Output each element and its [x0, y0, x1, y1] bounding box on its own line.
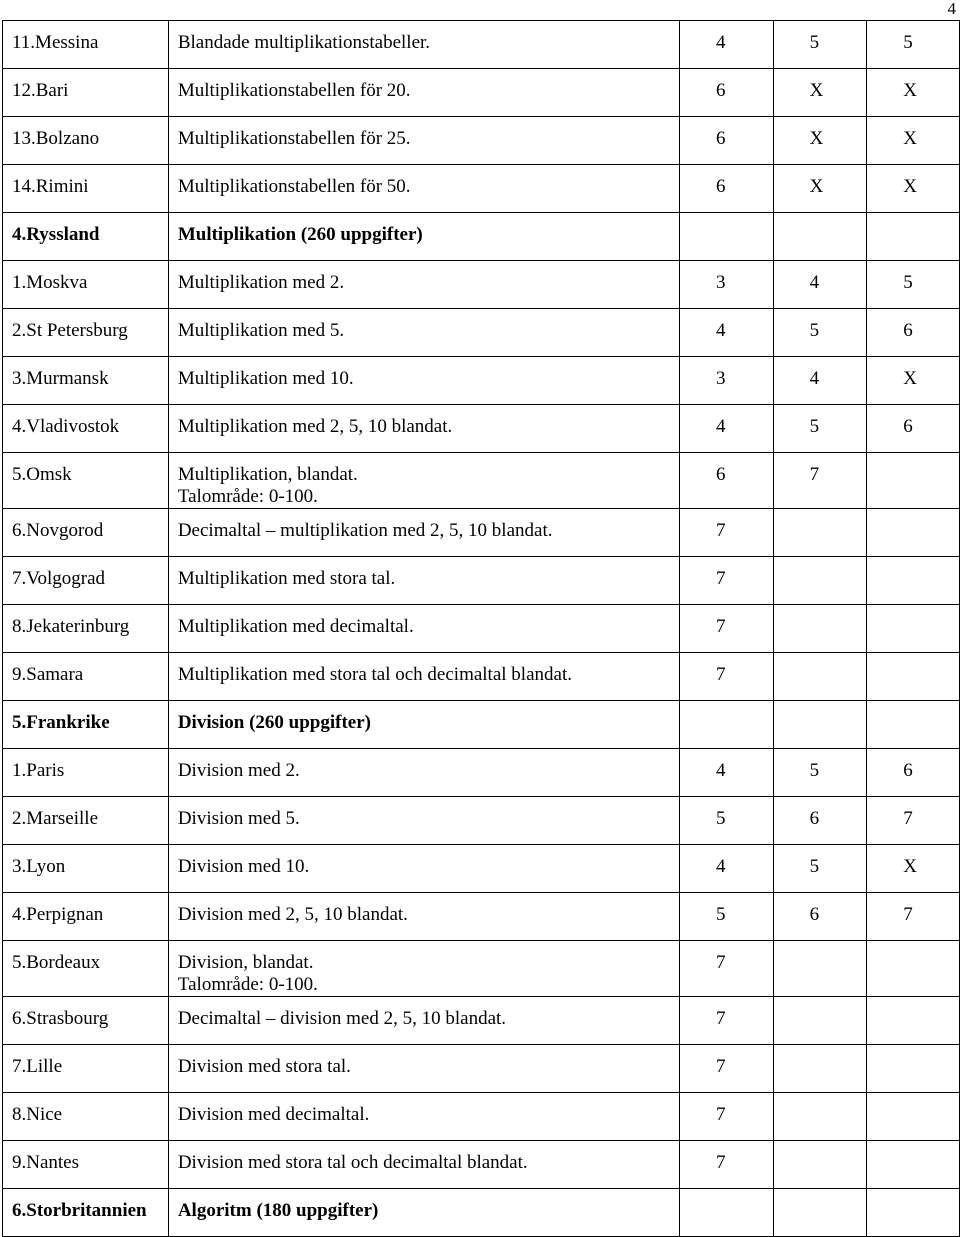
level-c2	[773, 653, 867, 701]
level-c3	[867, 941, 960, 997]
row-name: 4.Ryssland	[3, 213, 169, 261]
level-c1: 7	[680, 997, 774, 1045]
row-name: 6.Strasbourg	[3, 997, 169, 1045]
row-description: Multiplikationstabellen för 20.	[177, 80, 411, 101]
level-c2: 6	[773, 893, 867, 941]
level-c3	[867, 997, 960, 1045]
level-c3: 7	[867, 893, 960, 941]
row-name: 9.Samara	[3, 653, 169, 701]
table-row	[3, 357, 960, 405]
level-c1	[680, 213, 774, 261]
level-c1: 7	[680, 1093, 774, 1141]
level-c3: 6	[867, 309, 960, 357]
row-name: 7.Volgograd	[3, 557, 169, 605]
table-row	[3, 653, 960, 701]
row-description-cell	[168, 69, 679, 117]
level-c3	[867, 653, 960, 701]
table-row	[3, 165, 960, 213]
level-c2: 5	[773, 405, 867, 453]
level-c2	[773, 213, 867, 261]
table-row	[3, 605, 960, 653]
table-row	[3, 797, 960, 845]
level-c1: 6	[680, 117, 774, 165]
level-c3	[867, 1093, 960, 1141]
row-description-extra: Talområde: 0-100.	[177, 974, 318, 995]
level-c1: 5	[680, 797, 774, 845]
row-name: 4.Vladivostok	[3, 405, 169, 453]
table-row	[3, 261, 960, 309]
table-row	[3, 997, 960, 1045]
level-c1: 7	[680, 605, 774, 653]
level-c3	[867, 1141, 960, 1189]
row-description-cell	[168, 605, 679, 653]
level-c2: 5	[773, 749, 867, 797]
row-description: Multiplikation, blandat.	[177, 464, 358, 485]
row-description: Multiplikation med 2.	[177, 272, 345, 293]
level-c2: 5	[773, 845, 867, 893]
level-c1: 6	[680, 165, 774, 213]
row-description-cell	[168, 357, 679, 405]
table-row	[3, 453, 960, 509]
level-c2: 5	[773, 309, 867, 357]
table-row	[3, 1093, 960, 1141]
level-c1: 3	[680, 261, 774, 309]
level-c1: 7	[680, 653, 774, 701]
exercise-table	[2, 20, 960, 1237]
table-row	[3, 941, 960, 997]
level-c1: 6	[680, 453, 774, 509]
row-description-extra: Talområde: 0-100.	[177, 486, 318, 507]
level-c2: 7	[773, 453, 867, 509]
row-name: 8.Jekaterinburg	[3, 605, 169, 653]
level-c3	[867, 213, 960, 261]
row-name: 5.Bordeaux	[3, 941, 169, 997]
row-description-cell	[168, 653, 679, 701]
level-c3: X	[867, 357, 960, 405]
level-c3: 5	[867, 261, 960, 309]
level-c2: 4	[773, 261, 867, 309]
row-description: Multiplikation med 10.	[177, 368, 354, 389]
row-description: Division med stora tal och decimaltal blandat.	[177, 1152, 528, 1173]
row-description-cell	[168, 893, 679, 941]
row-description-cell	[168, 997, 679, 1045]
row-description-cell	[168, 261, 679, 309]
row-description: Multiplikation (260 uppgifter)	[177, 224, 423, 245]
row-description: Division med stora tal.	[177, 1056, 351, 1077]
table-row	[3, 701, 960, 749]
table-row	[3, 213, 960, 261]
level-c3	[867, 1045, 960, 1093]
level-c1: 7	[680, 941, 774, 997]
level-c1	[680, 1189, 774, 1237]
row-description-cell	[168, 941, 679, 997]
level-c1: 3	[680, 357, 774, 405]
row-description-cell	[168, 165, 679, 213]
table-row	[3, 1141, 960, 1189]
row-name: 5.Omsk	[3, 453, 169, 509]
row-description: Decimaltal – division med 2, 5, 10 blandat.	[177, 1008, 507, 1029]
level-c3	[867, 605, 960, 653]
row-name: 3.Lyon	[3, 845, 169, 893]
row-description: Division med decimaltal.	[177, 1104, 370, 1125]
level-c3: X	[867, 165, 960, 213]
level-c3: 6	[867, 405, 960, 453]
row-name: 1.Moskva	[3, 261, 169, 309]
level-c2	[773, 941, 867, 997]
row-description: Multiplikation med stora tal.	[177, 568, 396, 589]
row-name: 5.Frankrike	[3, 701, 169, 749]
level-c2: 5	[773, 21, 867, 69]
level-c2: 4	[773, 357, 867, 405]
level-c1: 4	[680, 845, 774, 893]
level-c3: 6	[867, 749, 960, 797]
row-name: 8.Nice	[3, 1093, 169, 1141]
level-c3	[867, 509, 960, 557]
table-row	[3, 1045, 960, 1093]
level-c1: 4	[680, 749, 774, 797]
level-c2	[773, 1189, 867, 1237]
row-description-cell	[168, 21, 679, 69]
row-description: Division med 2.	[177, 760, 300, 781]
row-name: 3.Murmansk	[3, 357, 169, 405]
row-description: Multiplikation med stora tal och decimaltal blandat.	[177, 664, 572, 685]
table-row	[3, 405, 960, 453]
level-c1: 7	[680, 1141, 774, 1189]
row-description-cell	[168, 213, 679, 261]
table-row	[3, 557, 960, 605]
level-c2	[773, 605, 867, 653]
level-c2	[773, 1141, 867, 1189]
level-c2	[773, 509, 867, 557]
table-row	[3, 117, 960, 165]
row-description: Division med 2, 5, 10 blandat.	[177, 904, 408, 925]
page-number: 4	[947, 0, 956, 18]
row-description: Multiplikation med 2, 5, 10 blandat.	[177, 416, 453, 437]
table-row	[3, 893, 960, 941]
row-description-cell	[168, 1045, 679, 1093]
level-c3: 7	[867, 797, 960, 845]
level-c2	[773, 997, 867, 1045]
row-description-cell	[168, 749, 679, 797]
row-description: Division (260 uppgifter)	[177, 712, 372, 733]
row-name: 7.Lille	[3, 1045, 169, 1093]
level-c2	[773, 1093, 867, 1141]
row-description-cell	[168, 1189, 679, 1237]
table-row	[3, 1189, 960, 1237]
row-name: 12.Bari	[3, 69, 169, 117]
level-c1: 7	[680, 557, 774, 605]
level-c3: 5	[867, 21, 960, 69]
row-description: Blandade multiplikationstabeller.	[177, 32, 431, 53]
row-description-cell	[168, 1141, 679, 1189]
level-c1	[680, 701, 774, 749]
row-name: 6.Novgorod	[3, 509, 169, 557]
level-c3	[867, 701, 960, 749]
level-c3	[867, 1189, 960, 1237]
row-name: 2.St Petersburg	[3, 309, 169, 357]
level-c1: 4	[680, 309, 774, 357]
level-c3: X	[867, 117, 960, 165]
level-c2	[773, 1045, 867, 1093]
row-description-cell	[168, 405, 679, 453]
row-name: 1.Paris	[3, 749, 169, 797]
row-description: Division, blandat.	[177, 952, 314, 973]
table-row	[3, 21, 960, 69]
table-row	[3, 845, 960, 893]
row-description-cell	[168, 117, 679, 165]
level-c3	[867, 557, 960, 605]
row-description: Algoritm (180 uppgifter)	[177, 1200, 379, 1221]
row-description-cell	[168, 509, 679, 557]
level-c2: X	[773, 117, 867, 165]
table-row	[3, 509, 960, 557]
row-description: Multiplikationstabellen för 50.	[177, 176, 411, 197]
row-description-cell	[168, 557, 679, 605]
row-name: 4.Perpignan	[3, 893, 169, 941]
row-description: Multiplikation med 5.	[177, 320, 345, 341]
row-description-cell	[168, 797, 679, 845]
level-c1: 4	[680, 405, 774, 453]
row-name: 2.Marseille	[3, 797, 169, 845]
level-c1: 5	[680, 893, 774, 941]
table-row	[3, 309, 960, 357]
row-description-cell	[168, 701, 679, 749]
row-description-cell	[168, 845, 679, 893]
table-row	[3, 749, 960, 797]
level-c2: X	[773, 69, 867, 117]
row-name: 14.Rimini	[3, 165, 169, 213]
level-c1: 7	[680, 1045, 774, 1093]
level-c2: X	[773, 165, 867, 213]
row-name: 9.Nantes	[3, 1141, 169, 1189]
row-description: Division med 5.	[177, 808, 300, 829]
level-c2	[773, 557, 867, 605]
level-c2	[773, 701, 867, 749]
row-description-cell	[168, 453, 679, 509]
level-c1: 4	[680, 21, 774, 69]
level-c1: 7	[680, 509, 774, 557]
level-c3: X	[867, 69, 960, 117]
level-c2: 6	[773, 797, 867, 845]
row-description: Decimaltal – multiplikation med 2, 5, 10 blandat.	[177, 520, 553, 541]
row-name: 13.Bolzano	[3, 117, 169, 165]
row-name: 11.Messina	[3, 21, 169, 69]
row-description-cell	[168, 1093, 679, 1141]
level-c3: X	[867, 845, 960, 893]
row-description: Multiplikation med decimaltal.	[177, 616, 414, 637]
row-description: Division med 10.	[177, 856, 310, 877]
row-name: 6.Storbritannien	[3, 1189, 169, 1237]
row-description: Multiplikationstabellen för 25.	[177, 128, 411, 149]
table-body	[3, 21, 960, 1237]
level-c1: 6	[680, 69, 774, 117]
row-description-cell	[168, 309, 679, 357]
table-row	[3, 69, 960, 117]
level-c3	[867, 453, 960, 509]
